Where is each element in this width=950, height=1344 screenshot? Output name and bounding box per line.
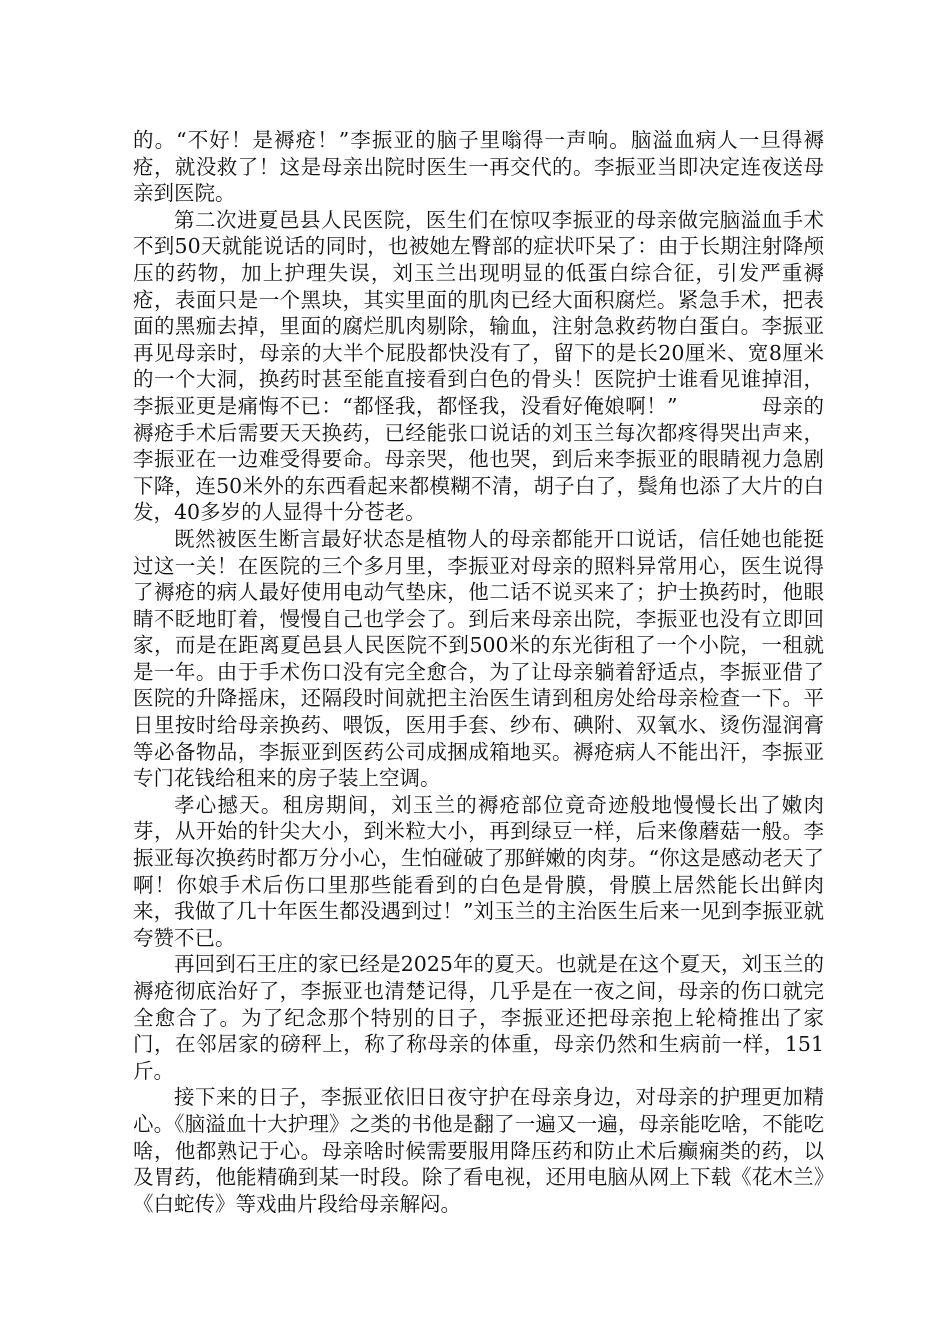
paragraph-5: 再回到石王庄的家已经是2025年的夏天。也就是在这个夏天，刘玉兰的褥疮彻底治好了，李振亚也清楚记得，几乎是在一夜之间，母亲的伤口就完全愈合了。为了纪念那个特别的日子，李振亚还把母亲抱上轮椅推出了家门，在邻居家的磅秤上，称了称母亲的体重，母亲仍然和生病前一样，151斤。 (133, 952, 824, 1083)
paragraph-6: 接下来的日子，李振亚依旧日夜守护在母亲身边，对母亲的护理更加精心。《脑溢血十大护理》之类的书他是翻了一遍又一遍，母亲能吃啥，不能吃啥，他都熟记于心。母亲啥时候需要服用降压药和防止术后癫痫类的药，以及胃药，他能精确到某一时段。除了看电视，还用电脑从网上下载《花木兰》《白蛇传》等戏曲片段给母亲解闷。 (133, 1085, 824, 1216)
paragraph-1: 的。“不好！是褥疮！”李振亚的脑子里嗡得一声响。脑溢血病人一旦得褥疮，就没救了！这是母亲出院时医生一再交代的。李振亚当即决定连夜送母亲到医院。 (133, 128, 824, 206)
paragraph-3: 既然被医生断言最好状态是植物人的母亲都能开口说话，信任她也能挺过这一关！在医院的三个多月里，李振亚对母亲的照料异常用心，医生说得了褥疮的病人最好使用电动气垫床，他二话不说买来了；护士换药时，他眼睛不眨地盯着，慢慢自己也学会了。到后来母亲出院，李振亚也没有立即回家，而是在距离夏邑县人民医院不到500米的东光街租了一个小院，一租就是一年。由于手术伤口没有完全愈合，为了让母亲躺着舒适点，李振亚借了医院的升降摇床，还隔段时间就把主治医生请到租房处给母亲检查一下。平日里按时给母亲换药、喂饭，医用手套、纱布、碘附、双氧水、烫伤湿润膏等必备物品，李振亚到医药公司成捆成箱地买。褥疮病人不能出汗，李振亚专门花钱给租来的房子装上空调。 (133, 526, 824, 791)
paragraph-4: 孝心撼天。租房期间，刘玉兰的褥疮部位竟奇迹般地慢慢长出了嫩肉芽，从开始的针尖大小，到米粒大小，再到绿豆一样，后来像蘑菇一般。李振亚每次换药时都万分小心，生怕碰破了那鲜嫩的肉芽。“你这是感动老天了啊！你娘手术后伤口里那些能看到的白色是骨膜，骨膜上居然能长出鲜肉来，我做了几十年医生都没遇到过！”刘玉兰的主治医生后来一见到李振亚就夸赞不已。 (133, 792, 824, 950)
paragraph-2: 第二次进夏邑县人民医院，医生们在惊叹李振亚的母亲做完脑溢血手术不到50天就能说话的同时，也被她左臀部的症状吓呆了：由于长期注射降颅压的药物，加上护理失误，刘玉兰出现明显的低蛋白综合征，引发严重褥疮，表面只是一个黑块，其实里面的肌肉已经大面积腐烂。紧急手术，把表面的黑痂去掉，里面的腐烂肌肉剔除，输血，注射急救药物白蛋白。李振亚再见母亲时，母亲的大半个屁股都快没有了，留下的是长20厘米、宽8厘米的一个大洞，换药时甚至能直接看到白色的骨头！医院护士谁看见谁掉泪，李振亚更是痛悔不已：“都怪我，都怪我，没看好俺娘啊！” 母亲的褥疮手术后需要天天换药，已经能张口说话的刘玉兰每次都疼得哭出声来，李振亚在一边难受得要命。母亲哭，他也哭，到后来李振亚的眼睛视力急剧下降，连50米外的东西看起来都模糊不清，胡子白了，鬓角也添了大片的白发，40多岁的人显得十分苍老。 (133, 207, 824, 525)
article-body (133, 127, 824, 1217)
